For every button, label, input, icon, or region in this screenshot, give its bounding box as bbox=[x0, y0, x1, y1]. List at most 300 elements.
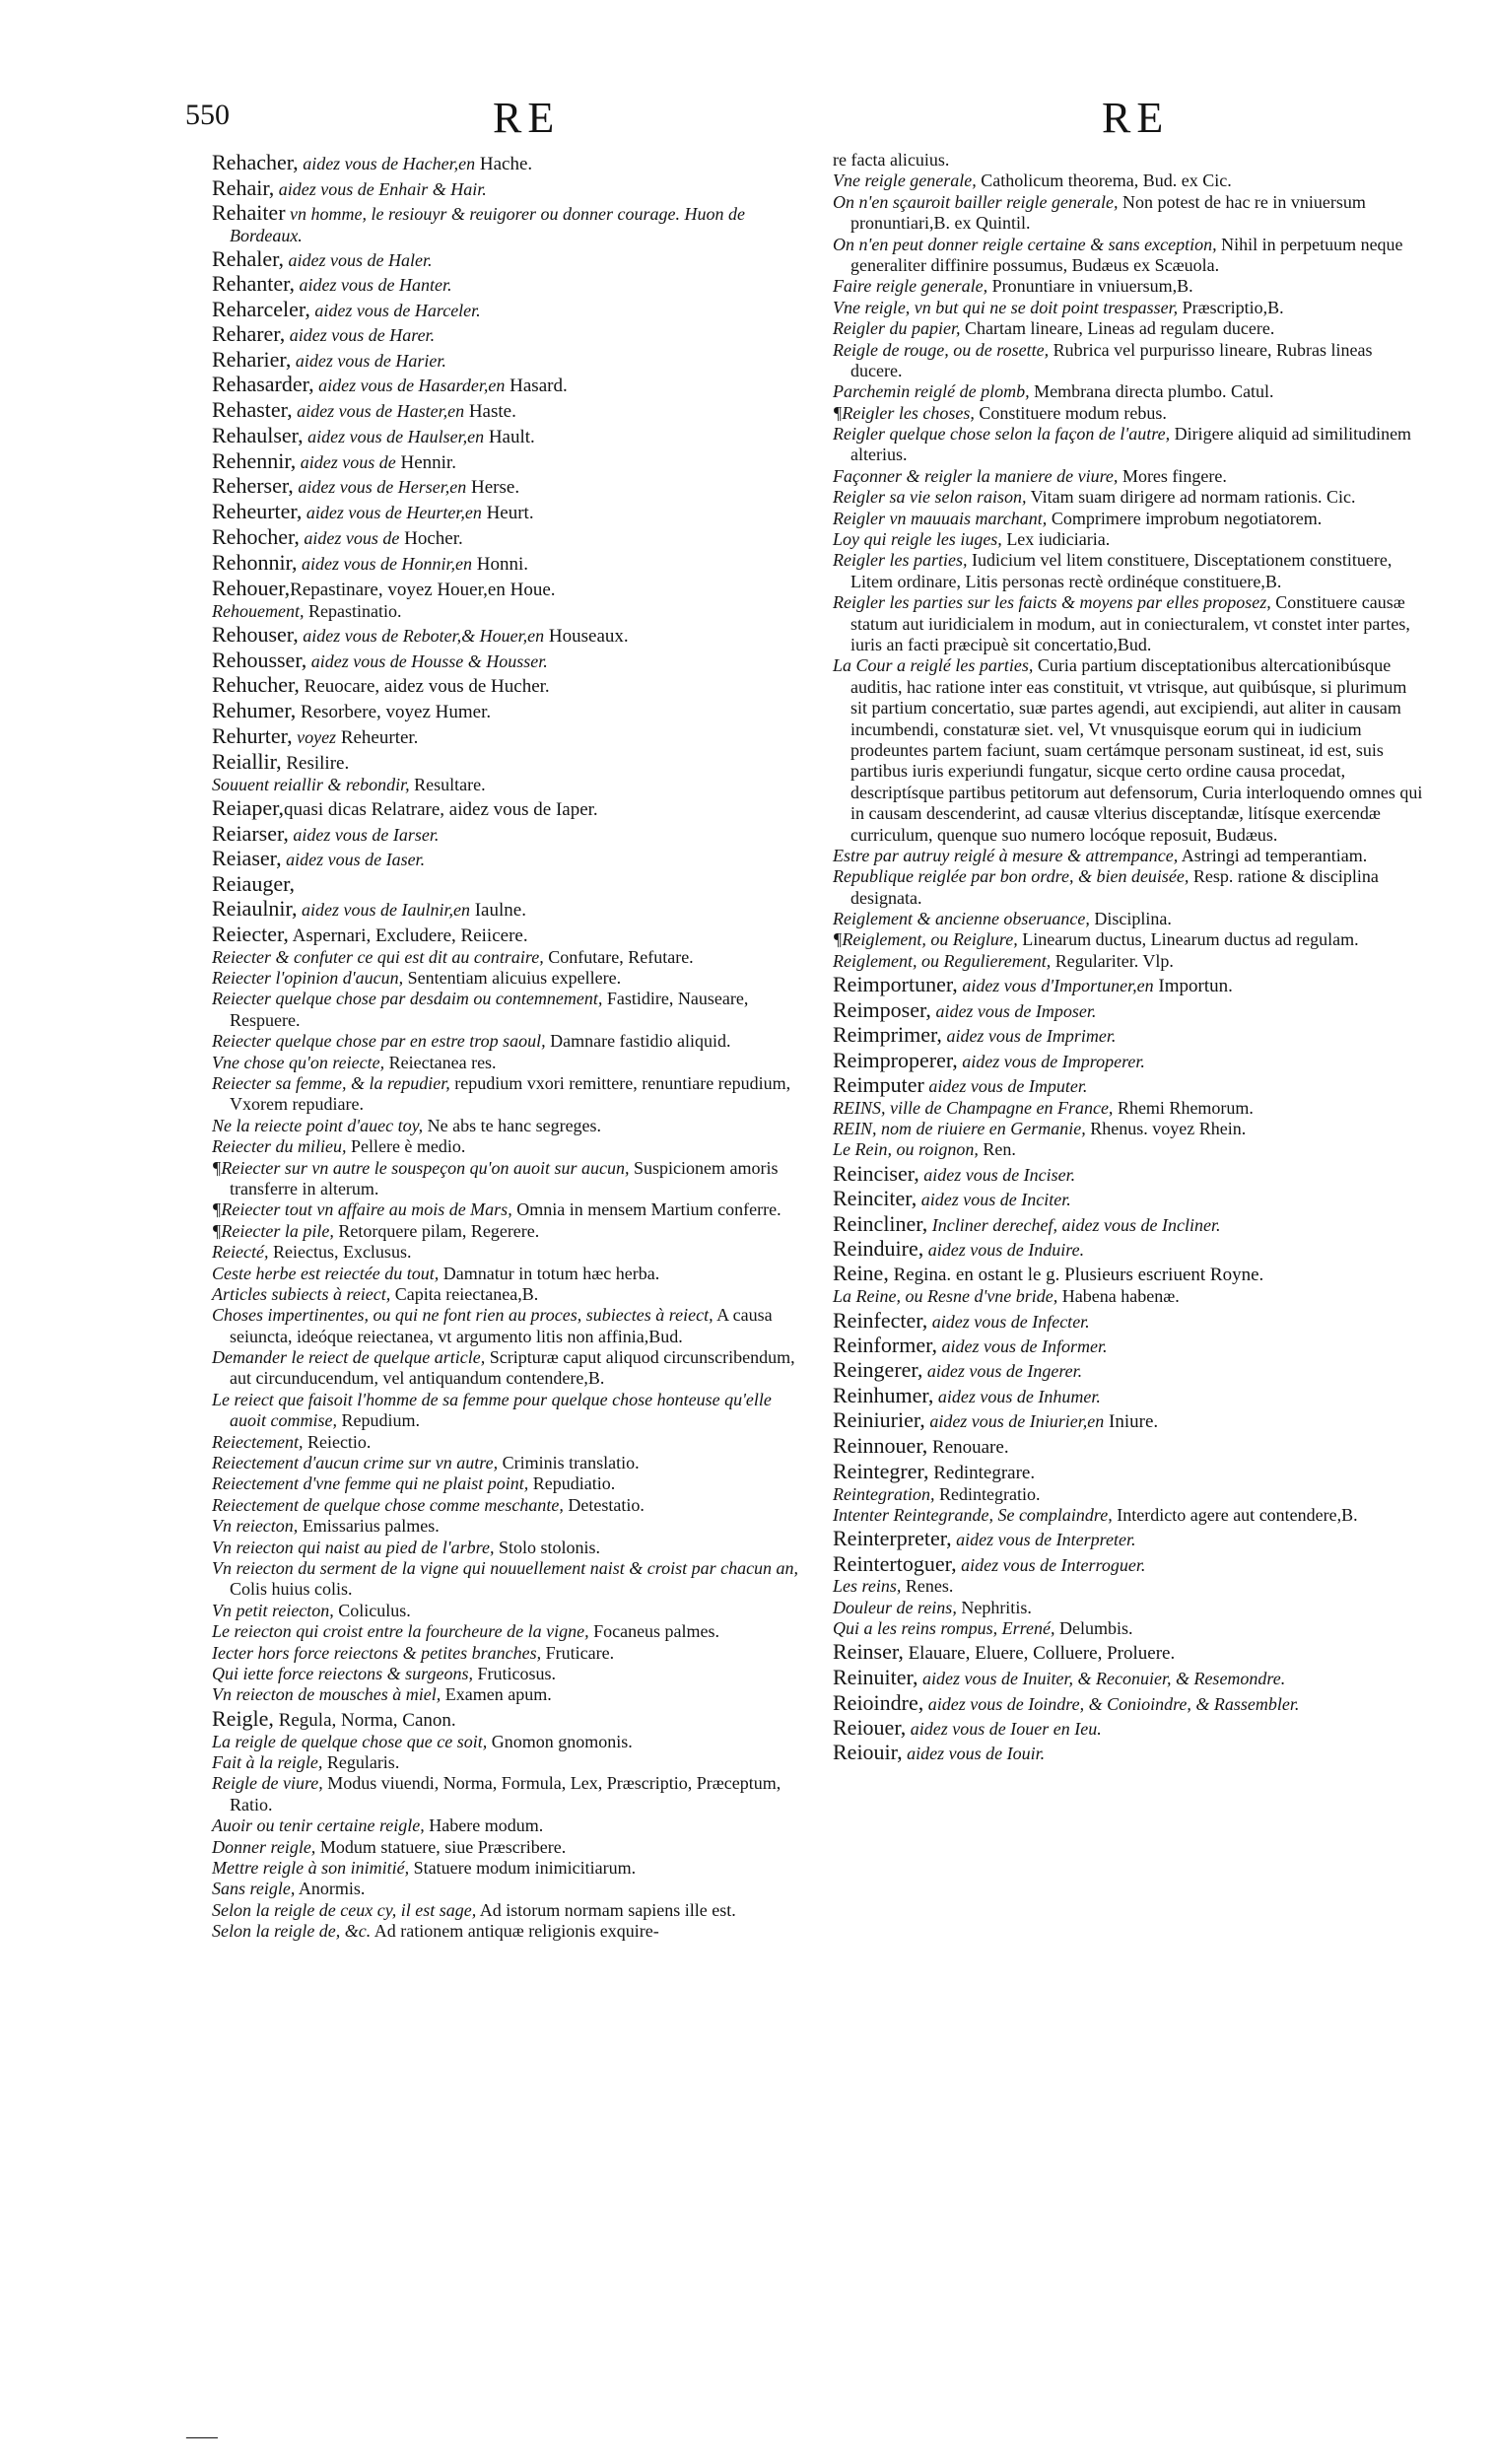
entry-headword: REINS, bbox=[833, 1097, 886, 1118]
entry-latin: Vitam suam dirigere ad normam rationis. Cic. bbox=[1026, 487, 1356, 508]
dictionary-entry bbox=[833, 951, 1424, 972]
entry-gloss: aidez vous de Inhumer. bbox=[933, 1386, 1101, 1406]
entry-latin: Renes. bbox=[901, 1576, 954, 1597]
entry-headword: Reharier, bbox=[212, 346, 292, 372]
entry-headword: Reintertoguer, bbox=[833, 1550, 957, 1576]
dictionary-entry bbox=[212, 1516, 808, 1537]
entry-headword: Rehennir, bbox=[212, 447, 297, 473]
dictionary-entry bbox=[212, 297, 808, 321]
entry-gloss: aidez vous de Inuiter, & Reconuier, & Resemondre. bbox=[917, 1669, 1286, 1689]
dictionary-entry bbox=[833, 655, 1424, 846]
entry-headword: Reiectement d'vne femme qui ne plaist point, bbox=[212, 1473, 529, 1494]
entry-headword: Demander le reiect de quelque article, bbox=[212, 1347, 486, 1368]
entry-headword: Reinterpreter, bbox=[833, 1526, 952, 1551]
entry-headword: Ne la reiecte point d'auec toy, bbox=[212, 1115, 424, 1135]
dictionary-entry bbox=[212, 1815, 808, 1836]
entry-headword: Donner reigle, bbox=[212, 1836, 316, 1857]
entry-gloss: aidez vous de Iouer en Ieu. bbox=[906, 1719, 1102, 1740]
entry-latin: Rubrica vel purpurisso lineare, Rubras lineas ducere. bbox=[850, 339, 1373, 380]
dictionary-entry bbox=[833, 1119, 1424, 1139]
entry-headword: Reingerer, bbox=[833, 1357, 923, 1383]
entry-headword: Reheurter, bbox=[212, 499, 303, 524]
entry-latin: Delumbis. bbox=[1054, 1618, 1133, 1639]
entry-latin: Criminis translatio. bbox=[498, 1453, 640, 1473]
entry-latin: Curia partium disceptationibus altercationibúsque auditis, hac ratione inter eas constituit, vt vtrisque, aut quibúsque, si plurimum sit partium concertatio, suæ partes agendi, aut excipiendi, aut aliter in causam incumbendi, constaturæ siet. vel, Vt vnusquisque eorum qui in iudicium prodeuntes partem faciunt, suam certámque personam sustineat, id est, suis partibus iuris experiundi fungatur, sicque certo ordine causa procedat, descriptísque partibus petitorum aut defensorum, Curia interloquendo omnes qui in causam descenderint, ad causæ vlterius disceptandæ, litísque exercendæ curriculum, quenque suo numero locóque reposuit, Budæus. bbox=[850, 655, 1423, 845]
entry-latin: Resorbere, voyez Humer. bbox=[296, 702, 492, 723]
entry-latin: Focaneus palmes. bbox=[588, 1621, 720, 1642]
dictionary-entry bbox=[212, 372, 808, 397]
entry-headword: Vn petit reiecton, bbox=[212, 1600, 334, 1620]
entry-headword: Reiouer, bbox=[833, 1715, 907, 1741]
dictionary-entry bbox=[212, 1453, 808, 1473]
entry-gloss: aidez vous de bbox=[299, 528, 400, 549]
entry-latin: Non potest de hac re in vniuersum pronuntiari,B. ex Quintil. bbox=[850, 191, 1366, 234]
entry-headword: Reharer, bbox=[212, 321, 286, 347]
entry-headword: Vn reiecton du serment de la vigne qui nouuellement naist & croist par chacun an, bbox=[212, 1557, 799, 1578]
dictionary-entry bbox=[833, 171, 1424, 191]
dictionary-entry bbox=[833, 1715, 1424, 1740]
entry-latin: Catholicum theorema, Bud. ex Cic. bbox=[976, 171, 1232, 191]
entry-gloss: aidez vous de Haster,en bbox=[292, 400, 465, 421]
entry-latin: Repudiatio. bbox=[528, 1473, 616, 1494]
entry-gloss: aidez vous de Infecter. bbox=[927, 1311, 1090, 1332]
dictionary-entry bbox=[833, 1048, 1424, 1072]
entry-latin: Heurt. bbox=[481, 503, 534, 524]
entry-headword: Reigler sa vie selon raison, bbox=[833, 487, 1027, 508]
entry-latin: Ne abs te hanc segreges. bbox=[423, 1115, 602, 1135]
dictionary-entry bbox=[833, 1484, 1424, 1505]
entry-headword: Rehaiter bbox=[212, 200, 286, 226]
entry-gloss: vn homme, le resiouyr & reuigorer ou donner courage. Huon de Bordeaux. bbox=[230, 204, 745, 245]
dictionary-entry bbox=[833, 340, 1424, 382]
entry-latin: Renouare. bbox=[927, 1437, 1009, 1459]
dictionary-entry bbox=[833, 298, 1424, 318]
dictionary-entry bbox=[833, 235, 1424, 277]
entry-latin: Haste. bbox=[464, 400, 516, 422]
entry-headword: Reigle, bbox=[212, 1705, 274, 1731]
entry-gloss: aidez vous de Inciter. bbox=[917, 1190, 1071, 1210]
dictionary-entry bbox=[833, 1139, 1424, 1160]
entry-gloss: aidez vous de Informer. bbox=[937, 1336, 1108, 1356]
entry-latin: Linearum ductus, Linearum ductus ad regulam. bbox=[1017, 929, 1359, 950]
entry-headword: Choses impertinentes, ou qui ne font rien au proces, subiectes à reiect, bbox=[212, 1305, 714, 1326]
entry-headword: Reiallir, bbox=[212, 748, 282, 774]
dictionary-entry bbox=[212, 1921, 808, 1942]
entry-headword: Reimprimer, bbox=[833, 1022, 942, 1048]
entry-latin: Modum statuere, siue Præscribere. bbox=[315, 1836, 567, 1857]
entry-headword: Reiglement & ancienne obseruance, bbox=[833, 909, 1090, 929]
entry-headword: ¶Reiecter sur vn autre le souspeçon qu'on auoit sur aucun, bbox=[212, 1157, 630, 1178]
entry-latin: repudium vxori remittere, renuntiare repudium, Vxorem repudiare. bbox=[230, 1073, 791, 1115]
entry-latin: Redintegrare. bbox=[928, 1462, 1036, 1483]
entry-headword: Rehouser, bbox=[212, 621, 299, 647]
entry-latin: Herse. bbox=[466, 477, 520, 499]
dictionary-entry bbox=[212, 622, 808, 648]
dictionary-entry bbox=[833, 1690, 1424, 1715]
entry-headword: Reinfecter, bbox=[833, 1307, 928, 1333]
dictionary-entry bbox=[212, 1432, 808, 1453]
entry-latin: Honni. bbox=[471, 553, 528, 575]
entry-latin: Reiectio. bbox=[303, 1431, 372, 1452]
entry-latin: Suspicionem amoris transferre in alterum. bbox=[230, 1157, 779, 1198]
dictionary-entry bbox=[212, 1347, 808, 1390]
entry-headword: Republique reiglée par bon ordre, & bien deuisée, bbox=[833, 866, 1189, 887]
entry-gloss: aidez vous de Ingerer. bbox=[922, 1361, 1083, 1382]
dictionary-entry bbox=[212, 846, 808, 870]
dictionary-entry bbox=[212, 1390, 808, 1432]
dictionary-entry bbox=[833, 509, 1424, 529]
entry-headword: Parchemin reiglé de plomb, bbox=[833, 381, 1030, 402]
entry-latin: Detestatio. bbox=[563, 1494, 645, 1515]
entry-latin: Modus viuendi, Norma, Formula, Lex, Præscriptio, Præceptum, Ratio. bbox=[230, 1773, 781, 1814]
entry-latin: Repastinatio. bbox=[304, 600, 402, 621]
dictionary-entry bbox=[833, 1639, 1424, 1665]
entry-headword: Le reiect que faisoit l'homme de sa femme pour quelque chose honteuse qu'elle auoit commise, bbox=[212, 1389, 772, 1431]
entry-headword: La reigle de quelque chose que ce soit, bbox=[212, 1731, 488, 1751]
entry-headword: La Reine, ou Resne d'vne bride, bbox=[833, 1286, 1058, 1307]
entry-latin: Sententiam alicuius expellere. bbox=[403, 968, 622, 989]
dictionary-entry bbox=[212, 821, 808, 846]
entry-headword: Rehaler, bbox=[212, 246, 285, 272]
entry-headword: Reherser, bbox=[212, 473, 294, 499]
entry-headword: Reiarser, bbox=[212, 820, 289, 846]
dictionary-entry bbox=[212, 947, 808, 968]
entry-headword: Articles subiects à reiect, bbox=[212, 1283, 391, 1304]
dictionary-entry bbox=[212, 1221, 808, 1242]
entry-headword: Reiecter & confuter ce qui est dit au contraire, bbox=[212, 946, 544, 967]
dictionary-entry bbox=[833, 192, 1424, 235]
entry-latin: Damnatur in totum hæc herba. bbox=[439, 1263, 660, 1283]
dictionary-entry bbox=[833, 1211, 1424, 1236]
entry-latin: Importun. bbox=[1153, 976, 1233, 997]
dictionary-entry bbox=[212, 1558, 808, 1601]
entry-headword: Douleur de reins, bbox=[833, 1597, 957, 1617]
entry-headword: Mettre reigle à son inimitié, bbox=[212, 1857, 410, 1878]
dictionary-entry bbox=[212, 601, 808, 622]
dictionary-entry bbox=[833, 1526, 1424, 1550]
dictionary-entry bbox=[833, 1357, 1424, 1382]
dictionary-entry bbox=[833, 997, 1424, 1022]
entry-latin: Statuere modum inimicitiarum. bbox=[409, 1857, 637, 1878]
entry-headword: Rehouer, bbox=[212, 575, 291, 600]
dictionary-entry bbox=[833, 909, 1424, 929]
dictionary-entry bbox=[212, 749, 808, 775]
entry-latin: quasi dicas Relatrare, aidez vous de Iaper. bbox=[284, 798, 598, 820]
dictionary-entry bbox=[833, 1186, 1424, 1210]
entry-headword: Reiecter sa femme, & la repudier, bbox=[212, 1073, 450, 1093]
dictionary-entry bbox=[833, 1022, 1424, 1047]
entry-gloss: aidez vous de Improperer. bbox=[957, 1051, 1145, 1071]
dictionary-entry bbox=[212, 1158, 808, 1200]
entry-headword: Auoir ou tenir certaine reigle, bbox=[212, 1815, 425, 1836]
entry-headword: Reigler vn mauuais marchant, bbox=[833, 508, 1048, 528]
entry-headword: Souuent reiallir & rebondir, bbox=[212, 774, 410, 794]
dictionary-entry bbox=[833, 972, 1424, 997]
entry-latin: Chartam lineare, Lineas ad regulam ducere. bbox=[960, 318, 1275, 339]
entry-latin: Resilire. bbox=[281, 752, 350, 774]
entry-latin: Ad rationem antiquæ religionis exquire- bbox=[371, 1921, 659, 1942]
entry-headword: Intenter Reintegrande, Se complaindre, bbox=[833, 1505, 1113, 1526]
entry-headword: Reinuiter, bbox=[833, 1665, 918, 1690]
entry-latin: Anormis. bbox=[295, 1879, 366, 1899]
dictionary-entry bbox=[212, 1900, 808, 1921]
dictionary-entry bbox=[833, 846, 1424, 866]
entry-latin: Reiectanea res. bbox=[384, 1052, 497, 1072]
entry-headword: Reintegration, bbox=[833, 1483, 935, 1504]
entry-latin: Regula, Norma, Canon. bbox=[273, 1709, 456, 1731]
entry-headword: Qui iette force reiectons & surgeons, bbox=[212, 1663, 473, 1683]
dictionary-entry bbox=[212, 1858, 808, 1879]
entry-headword: Rehasarder, bbox=[212, 371, 314, 396]
entry-headword: Vne reigle, vn but qui ne se doit point trespasser, bbox=[833, 297, 1179, 317]
entry-headword: Reinnouer, bbox=[833, 1433, 928, 1459]
entry-headword: La Cour a reiglé les parties, bbox=[833, 655, 1034, 676]
entry-headword: Les reins, bbox=[833, 1576, 902, 1597]
dictionary-entry bbox=[212, 1305, 808, 1347]
entry-gloss: aidez vous de Ioindre, & Conioindre, & Rassembler. bbox=[923, 1693, 1300, 1714]
entry-headword: Reigler quelque chose selon la façon de l'autre, bbox=[833, 424, 1171, 445]
entry-gloss: aidez vous de Harceler. bbox=[309, 300, 481, 320]
entry-headword: Reiectement, bbox=[212, 1431, 304, 1452]
dictionary-entry bbox=[212, 1837, 808, 1858]
entry-headword: Rehanter, bbox=[212, 271, 296, 297]
dictionary-entry bbox=[212, 672, 808, 698]
entry-latin: A causa seiuncta, ideóque reiectanea, vt argumento litis non affinia,Bud. bbox=[230, 1305, 773, 1346]
entry-headword: ¶Reiglement, ou Reiglure, bbox=[833, 929, 1018, 950]
entry-latin: Damnare fastidio aliquid. bbox=[545, 1031, 731, 1052]
entry-headword: Reintegrer, bbox=[833, 1458, 929, 1483]
entry-gloss: aidez vous de Imposer. bbox=[930, 1001, 1097, 1022]
entry-headword: Reigle de rouge, ou de rosette, bbox=[833, 339, 1050, 360]
entry-headword: Rehurter, bbox=[212, 722, 293, 748]
dictionary-entry bbox=[212, 576, 808, 601]
dictionary-entry bbox=[833, 1433, 1424, 1459]
entry-headword: Reigle de viure, bbox=[212, 1773, 323, 1794]
dictionary-entry bbox=[833, 1261, 1424, 1286]
entry-latin: Habere modum. bbox=[424, 1815, 544, 1836]
dictionary-entry bbox=[833, 466, 1424, 487]
dictionary-entry bbox=[212, 1116, 808, 1136]
entry-latin: Hocher. bbox=[399, 528, 463, 550]
entry-gloss: aidez vous de Housse & Housser. bbox=[306, 650, 548, 671]
entry-headword: Reiecter quelque chose par en estre trop saoul, bbox=[212, 1031, 546, 1052]
dictionary-entry bbox=[833, 1383, 1424, 1407]
dictionary-entry bbox=[212, 648, 808, 672]
entry-gloss: aidez vous de Reboter,& Houer,en bbox=[298, 625, 545, 646]
entry-headword: Loy qui reigle les iuges, bbox=[833, 529, 1002, 550]
entry-headword: Reiaper, bbox=[212, 794, 285, 820]
entry-latin: Disciplina. bbox=[1089, 909, 1172, 929]
entry-gloss: Incliner derechef, aidez vous de Incliner. bbox=[927, 1214, 1221, 1235]
entry-latin: Regularis. bbox=[322, 1751, 400, 1772]
dictionary-entry bbox=[833, 487, 1424, 508]
entry-latin: Hasard. bbox=[505, 375, 568, 396]
dictionary-entry bbox=[833, 1308, 1424, 1333]
dictionary-entry bbox=[212, 723, 808, 749]
entry-latin: Præscriptio,B. bbox=[1178, 297, 1284, 317]
entry-headword: Reinduire, bbox=[833, 1235, 924, 1261]
dictionary-entry bbox=[212, 1242, 808, 1263]
entry-gloss: aidez vous de Harier. bbox=[291, 350, 446, 371]
entry-gloss: voyez bbox=[292, 726, 337, 747]
entry-headword: Selon la reigle de ceux cy, il est sage, bbox=[212, 1899, 477, 1920]
entry-latin: Scripturæ caput aliquod circunscribendum, aut circunducendum, vel antiquandum contendere,B. bbox=[230, 1347, 795, 1389]
entry-headword: ¶Reigler les choses, bbox=[833, 402, 975, 423]
dictionary-entry bbox=[212, 200, 808, 246]
entry-latin: Dirigere aliquid ad similitudinem alterius. bbox=[850, 424, 1412, 465]
entry-headword: Vne reigle generale, bbox=[833, 171, 977, 191]
dictionary-entry bbox=[833, 1459, 1424, 1484]
entry-latin: Hache. bbox=[475, 154, 533, 174]
entry-headword: Sans reigle, bbox=[212, 1879, 296, 1899]
page-number: 550 bbox=[185, 99, 230, 131]
entry-gloss: aidez vous de bbox=[296, 451, 396, 472]
dictionary-entry bbox=[212, 871, 808, 896]
entry-gloss: aidez vous de Iaulnir,en bbox=[297, 899, 470, 920]
entry-latin: re facta alicuius. bbox=[833, 150, 950, 170]
entry-gloss: aidez vous de Haler. bbox=[284, 250, 433, 271]
entry-latin: Constituere modum rebus. bbox=[974, 402, 1167, 423]
entry-headword: Rehaster, bbox=[212, 396, 293, 422]
dictionary-entry bbox=[833, 318, 1424, 339]
dictionary-entry bbox=[212, 1601, 808, 1621]
entry-headword: Reinser, bbox=[833, 1639, 904, 1665]
entry-latin: Rhenus. voyez Rhein. bbox=[1085, 1119, 1247, 1139]
entry-latin: Reuocare, aidez vous de Hucher. bbox=[299, 676, 550, 698]
dictionary-entry bbox=[212, 1664, 808, 1684]
entry-headword: Reharceler, bbox=[212, 296, 310, 321]
entry-headword: Façonner & reigler la maniere de viure, bbox=[833, 465, 1119, 486]
entry-headword: Rehucher, bbox=[212, 672, 300, 698]
entry-gloss: aidez vous de Inciser. bbox=[918, 1164, 1076, 1185]
entry-latin: Constituere causæ statum aut iuridicialem in modum, aut in coniecturalem, vt constet inter partes, iuris an facti præcipuè sit concertatio,Bud. bbox=[850, 592, 1410, 654]
entry-latin: Elauare, Eluere, Colluere, Proluere. bbox=[903, 1643, 1176, 1665]
dictionary-entry bbox=[212, 271, 808, 296]
entry-headword: Ceste herbe est reiectée du tout, bbox=[212, 1263, 440, 1283]
entry-latin: Gnomon gnomonis. bbox=[487, 1731, 633, 1751]
dictionary-entry bbox=[833, 592, 1424, 655]
entry-latin: Fruticare. bbox=[541, 1642, 615, 1663]
entry-latin: Houseaux. bbox=[544, 625, 629, 647]
entry-headword: Reigler les parties, bbox=[833, 550, 968, 571]
entry-latin: Iaulne. bbox=[469, 899, 526, 921]
entry-headword: Reimputer bbox=[833, 1072, 924, 1098]
dictionary-entry bbox=[212, 775, 808, 795]
entry-gloss: nom de riuiere en Germanie, bbox=[876, 1119, 1086, 1139]
dictionary-entry bbox=[833, 1551, 1424, 1576]
dictionary-entry bbox=[212, 397, 808, 423]
dictionary-entry bbox=[833, 1072, 1424, 1097]
entry-headword: Reimportuner, bbox=[833, 972, 958, 997]
dictionary-entry bbox=[833, 866, 1424, 909]
dictionary-entry bbox=[833, 1598, 1424, 1618]
entry-latin: Fastidire, Nauseare, Respuere. bbox=[230, 989, 749, 1030]
entry-gloss: ville de Champagne en France, bbox=[885, 1097, 1114, 1118]
dictionary-entry bbox=[212, 1473, 808, 1494]
dictionary-entry bbox=[212, 448, 808, 474]
entry-headword: Reimposer, bbox=[833, 997, 931, 1023]
dictionary-entry bbox=[833, 1286, 1424, 1307]
entry-headword: Reiouir, bbox=[833, 1740, 903, 1765]
entry-gloss: aidez vous de Iarser. bbox=[288, 824, 440, 845]
entry-latin: Capita reiectanea,B. bbox=[390, 1283, 539, 1304]
dictionary-entry bbox=[212, 423, 808, 448]
dictionary-entry bbox=[212, 1706, 808, 1732]
dictionary-entry bbox=[833, 1098, 1424, 1119]
entry-headword: Reimproperer, bbox=[833, 1047, 958, 1072]
entry-latin: Omnia in mensem Martium conferre. bbox=[511, 1199, 781, 1220]
entry-latin: Stolo stolonis. bbox=[494, 1537, 601, 1557]
entry-gloss: aidez vous de Haulser,en bbox=[303, 426, 485, 446]
dictionary-entry bbox=[212, 1073, 808, 1116]
entry-headword: Reiaser, bbox=[212, 846, 282, 871]
dictionary-entry bbox=[212, 795, 808, 821]
dictionary-entry bbox=[212, 1621, 808, 1642]
entry-latin: Iudicium vel litem constituere, Disceptationem constituere, Litem ordinare, Litis personas rectè ordinéque constituere,B. bbox=[850, 550, 1393, 591]
entry-latin: Repudium. bbox=[336, 1410, 420, 1431]
entry-latin: Repastinare, voyez Houer,en Houe. bbox=[290, 579, 556, 600]
entry-headword: Selon la reigle de, &c. bbox=[212, 1921, 372, 1942]
entry-headword: On n'en peut donner reigle certaine & sans exception, bbox=[833, 234, 1217, 254]
entry-headword: Vn reiecton de mousches à miel, bbox=[212, 1684, 442, 1705]
dictionary-entry bbox=[833, 529, 1424, 550]
entry-headword: Reinformer, bbox=[833, 1333, 938, 1357]
dictionary-entry bbox=[212, 550, 808, 576]
dictionary-entry bbox=[212, 1684, 808, 1705]
entry-headword: Reigler les parties sur les faicts & moyens par elles proposez, bbox=[833, 592, 1271, 613]
entry-gloss: aidez vous de Honnir,en bbox=[297, 553, 472, 574]
entry-headword: Reiectement d'aucun crime sur vn autre, bbox=[212, 1453, 499, 1473]
entry-latin: Comprimere improbum negotiatorem. bbox=[1047, 508, 1323, 528]
entry-headword: Iecter hors force reiectons & petites branches, bbox=[212, 1642, 542, 1663]
entry-headword: Reiecter l'opinion d'aucun, bbox=[212, 968, 404, 989]
entry-gloss: aidez vous de Herser,en bbox=[293, 477, 467, 498]
entry-gloss: aidez vous de Imprimer. bbox=[941, 1026, 1117, 1047]
dictionary-entry bbox=[212, 1752, 808, 1773]
running-head-left: RE bbox=[493, 94, 561, 142]
entry-headword: Rehumer, bbox=[212, 698, 297, 723]
entry-gloss: aidez vous de Interpreter. bbox=[951, 1530, 1136, 1550]
dictionary-entry bbox=[833, 150, 1424, 171]
entry-latin: Iniure. bbox=[1104, 1411, 1159, 1433]
entry-gloss: aidez vous de Harer. bbox=[285, 325, 436, 346]
dictionary-entry bbox=[212, 1538, 808, 1558]
entry-latin: Fruticosus. bbox=[472, 1663, 556, 1683]
entry-latin: Resultare. bbox=[409, 774, 486, 794]
entry-gloss: aidez vous d'Importuner,en bbox=[957, 976, 1154, 996]
dictionary-entry bbox=[212, 1879, 808, 1899]
entry-latin: Nephritis. bbox=[956, 1597, 1032, 1617]
dictionary-entry bbox=[833, 1576, 1424, 1597]
printer-ornament: ⸺ bbox=[185, 2427, 219, 2448]
entry-headword: Reinciser, bbox=[833, 1160, 919, 1186]
dictionary-entry bbox=[212, 473, 808, 499]
entry-latin: Pellere è medio. bbox=[346, 1136, 466, 1157]
dictionary-entry bbox=[212, 1643, 808, 1664]
dictionary-entry bbox=[833, 1618, 1424, 1639]
entry-headword: Reiniurier, bbox=[833, 1407, 925, 1433]
dictionary-entry bbox=[212, 1732, 808, 1752]
dictionary-entry bbox=[212, 1136, 808, 1157]
entry-headword: Rehair, bbox=[212, 174, 275, 200]
entry-headword: Reiecté, bbox=[212, 1242, 269, 1263]
entry-latin: Membrana directa plumbo. Catul. bbox=[1029, 381, 1274, 402]
right-column bbox=[833, 150, 1424, 1765]
dictionary-entry bbox=[212, 499, 808, 524]
dictionary-entry bbox=[212, 896, 808, 922]
entry-latin: Regulariter. Vlp. bbox=[1051, 950, 1174, 971]
left-column bbox=[212, 150, 808, 1942]
